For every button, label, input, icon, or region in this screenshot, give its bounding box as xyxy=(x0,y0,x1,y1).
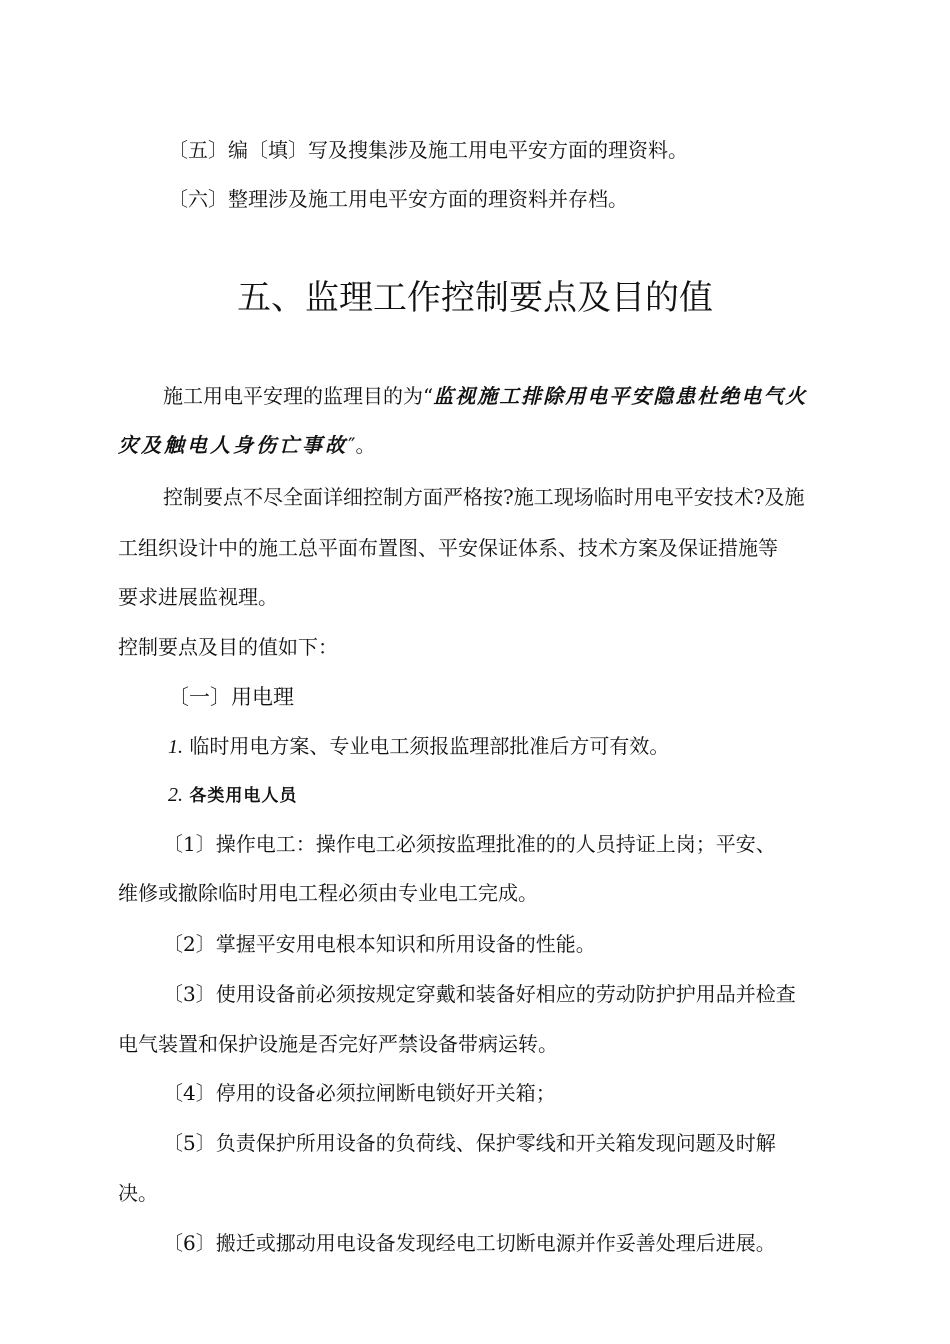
intro-emphasis-1: 监视施工排除用电平安隐患杜绝电气火 xyxy=(433,384,808,408)
control-para-line-1: 控制要点不尽全面详细控制方面严格按?施工现场临时用电平安技术?及施 xyxy=(163,485,805,509)
intro-emphasis-2: 灾及触电人身伤亡事故 xyxy=(118,433,348,457)
subitem-3-line-1: 〔3〕使用设备前必须按规定穿戴和装备好相应的劳动防护护用品并检查 xyxy=(163,982,796,1006)
subitem-5-line-1: 〔5〕负责保护所用设备的负荷线、保护零线和开关箱发现问题及时解 xyxy=(163,1131,776,1155)
item-2-text: 各类用电人员 xyxy=(189,786,298,806)
list-item-five: 〔五〕编〔填〕写及搜集涉及施工用电平安方面的理资料。 xyxy=(168,138,688,162)
subitem-1-line-2: 维修或撤除临时用电工程必须由专业电工完成。 xyxy=(118,881,538,905)
list-item-six: 〔六〕整理涉及施工用电平安方面的理资料并存档。 xyxy=(168,187,628,211)
control-para-line-3: 要求进展监视理。 xyxy=(118,585,278,609)
section-title: 五、监理工作控制要点及目的值 xyxy=(237,278,713,318)
intro-line-2 xyxy=(118,431,375,459)
subitem-1-line-1: 〔1〕操作电工：操作电工必须按监理批准的的人员持证上岗；平安、 xyxy=(163,832,776,856)
item-1-text: 临时用电方案、专业电工须报监理部批准后方可有效。 xyxy=(189,734,670,758)
sub-heading: 〔一〕用电理 xyxy=(168,685,294,709)
item-1 xyxy=(168,732,669,761)
subitem-5-line-2: 决。 xyxy=(118,1181,158,1205)
intro-prefix: 施工用电平安理的监理目的为 xyxy=(163,384,423,408)
item-2-number: 2. xyxy=(168,784,183,806)
item-1-number: 1. xyxy=(168,736,183,758)
subitem-3-line-2: 电气装置和保护设施是否完好严禁设备带病运转。 xyxy=(118,1032,558,1056)
intro-quote-open: “ xyxy=(423,384,434,408)
intro-quote-close: ″。 xyxy=(348,433,376,457)
control-para-line-2: 工组织设计中的施工总平面布置图、平安保证体系、技术方案及保证措施等 xyxy=(118,536,778,560)
subitem-4: 〔4〕停用的设备必须拉闸断电锁好开关箱； xyxy=(163,1081,556,1105)
item-2 xyxy=(168,780,297,810)
subitem-2: 〔2〕掌握平安用电根本知识和所用设备的性能。 xyxy=(163,932,596,956)
intro-line-1 xyxy=(163,382,807,410)
subitem-6: 〔6〕搬迁或挪动用电设备发现经电工切断电源并作妥善处理后进展。 xyxy=(163,1231,776,1255)
lead-text: 控制要点及目的值如下： xyxy=(118,635,338,659)
